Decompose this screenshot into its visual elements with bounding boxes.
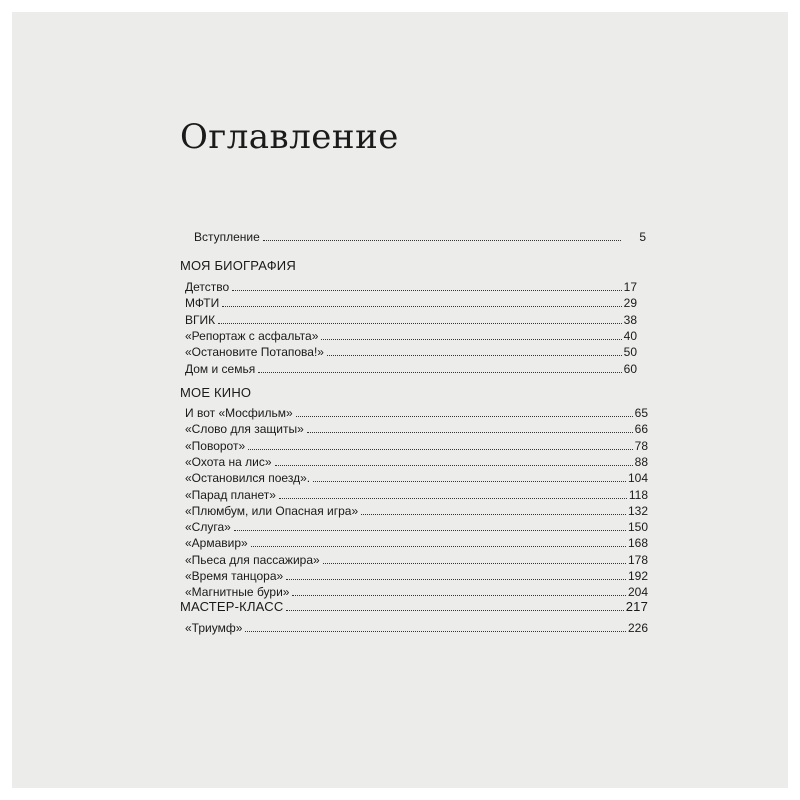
dot-leader bbox=[286, 579, 626, 580]
toc-entry-page: 66 bbox=[634, 422, 648, 437]
toc-entry[interactable] bbox=[185, 361, 637, 377]
section-heading: МОЯ БИОГРАФИЯ bbox=[180, 258, 296, 273]
section-heading: МОЕ КИНО bbox=[180, 385, 252, 400]
toc-entry-label: Дом и семья bbox=[185, 361, 256, 376]
dot-leader bbox=[286, 610, 623, 611]
toc-entry-page: 118 bbox=[628, 487, 648, 502]
toc-entry-label: «Магнитные бури» bbox=[185, 585, 290, 600]
toc-entry-label: МАСТЕР-КЛАСС bbox=[180, 599, 284, 614]
toc-entry[interactable] bbox=[185, 279, 637, 295]
toc-entry-page: 226 bbox=[627, 621, 648, 635]
toc-entry-intro[interactable] bbox=[194, 229, 646, 245]
toc-entry-page: 88 bbox=[634, 454, 648, 469]
toc-entry-label: «Поворот» bbox=[185, 438, 246, 453]
book-page bbox=[12, 12, 788, 788]
toc-entry[interactable] bbox=[185, 503, 648, 519]
toc-entry-master-class[interactable] bbox=[180, 599, 648, 615]
dot-leader bbox=[245, 631, 626, 632]
toc-entry-page: 192 bbox=[627, 569, 648, 583]
toc-entry[interactable] bbox=[185, 295, 637, 311]
toc-entry-label: «Армавир» bbox=[185, 536, 248, 551]
dot-leader bbox=[258, 372, 621, 373]
toc-entry-page: 50 bbox=[623, 345, 637, 360]
dot-leader bbox=[218, 323, 622, 324]
dot-leader bbox=[248, 449, 633, 450]
toc-entry-page: 65 bbox=[634, 406, 648, 420]
dot-leader bbox=[292, 595, 626, 596]
toc-entry-label: «Триумф» bbox=[185, 621, 243, 635]
toc-entry-triumph[interactable] bbox=[185, 620, 648, 636]
dot-leader bbox=[323, 563, 626, 564]
toc-entry[interactable] bbox=[185, 470, 648, 486]
toc-entry-page: 29 bbox=[623, 296, 637, 311]
dot-leader bbox=[263, 240, 622, 241]
toc-entry[interactable] bbox=[185, 405, 648, 421]
toc-entry-label: И вот «Мосфильм» bbox=[185, 406, 293, 420]
toc-entry-label: «Репортаж с асфальта» bbox=[185, 328, 319, 343]
dot-leader bbox=[321, 339, 621, 340]
dot-leader bbox=[251, 546, 626, 547]
dot-leader bbox=[327, 355, 622, 356]
toc-entry[interactable] bbox=[185, 487, 648, 503]
toc-entry[interactable] bbox=[185, 535, 648, 551]
toc-entry-label: МФТИ bbox=[185, 296, 220, 311]
toc-entry-label: «Остановился поезд». bbox=[185, 471, 311, 486]
toc-entry-page: 217 bbox=[625, 599, 648, 614]
toc-entry-label: Вступление bbox=[194, 230, 260, 244]
toc-entry[interactable] bbox=[185, 438, 648, 454]
toc-entry-page: 40 bbox=[623, 328, 637, 343]
toc-entry-label: «Время танцора» bbox=[185, 569, 284, 583]
toc-entry-page: 168 bbox=[627, 536, 648, 551]
toc-entry-page: 78 bbox=[634, 438, 648, 453]
toc-entry-page: 38 bbox=[623, 312, 637, 327]
toc-entry-label: «Плюмбум, или Опасная игра» bbox=[185, 503, 359, 518]
dot-leader bbox=[232, 290, 621, 291]
toc-entry-label: ВГИК bbox=[185, 312, 216, 327]
toc-entry-label: «Пьеса для пассажира» bbox=[185, 552, 320, 567]
toc-entry-page: 204 bbox=[627, 585, 648, 600]
dot-leader bbox=[222, 306, 621, 307]
toc-entry-page: 17 bbox=[623, 280, 637, 294]
toc-entry[interactable] bbox=[185, 328, 637, 344]
dot-leader bbox=[296, 416, 633, 417]
toc-entry[interactable] bbox=[185, 454, 648, 470]
dot-leader bbox=[275, 465, 633, 466]
dot-leader bbox=[307, 432, 633, 433]
toc-entry-page: 5 bbox=[639, 230, 646, 244]
toc-entry-label: «Слово для защиты» bbox=[185, 422, 304, 437]
toc-entry[interactable] bbox=[185, 584, 648, 600]
toc-entry[interactable] bbox=[185, 312, 637, 328]
toc-entry-label: «Охота на лис» bbox=[185, 454, 272, 469]
dot-leader bbox=[361, 514, 626, 515]
toc-entry-page: 150 bbox=[627, 520, 648, 535]
toc-entry[interactable] bbox=[185, 519, 648, 535]
dot-leader bbox=[313, 481, 626, 482]
toc-entry[interactable] bbox=[185, 568, 648, 584]
toc-entry[interactable] bbox=[185, 344, 637, 360]
toc-entry-label: «Остановите Потапова!» bbox=[185, 345, 324, 360]
dot-leader bbox=[279, 498, 627, 499]
dot-leader bbox=[234, 530, 626, 531]
toc-entry[interactable] bbox=[185, 421, 648, 437]
toc-entry[interactable] bbox=[185, 552, 648, 568]
toc-entry-label: Детство bbox=[185, 280, 230, 294]
toc-entry-page: 104 bbox=[627, 471, 648, 486]
toc-entry-page: 60 bbox=[623, 361, 637, 376]
toc-entry-label: «Слуга» bbox=[185, 520, 231, 535]
toc-entry-page: 132 bbox=[627, 503, 648, 518]
page-title: Оглавление bbox=[180, 117, 399, 157]
toc-entry-label: «Парад планет» bbox=[185, 487, 276, 502]
toc-entry-page: 178 bbox=[627, 552, 648, 567]
